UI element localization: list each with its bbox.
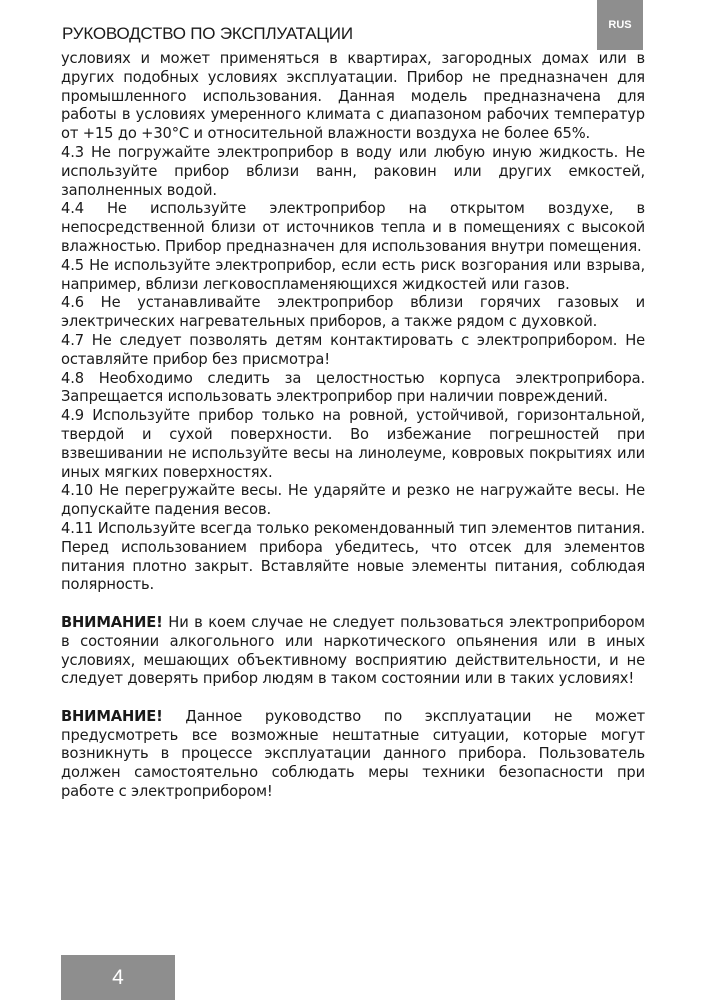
safety-item-4-7: 4.7 Не следует позволять детям контактировать с электроприбором. Не оставляйте прибор без присмотра! (61, 331, 645, 368)
language-badge: RUS (597, 0, 643, 50)
safety-item-4-10: 4.10 Не перегружайте весы. Не ударяйте и резко не нагружайте весы. Не допускайте падения весов. (61, 482, 645, 519)
page-header-title: РУКОВОДСТВО ПО ЭКСПЛУАТАЦИИ (62, 24, 353, 43)
intro-paragraph: условиях и может применяться в квартирах, загородных домах или в других подобных условиях эксплуатации. Прибор не предназначен для промышленного использования. Данная модель предназначена для работы в условиях умеренного климата с диапазоном рабочих температур от +15 до +30°С и относительной влажности воздуха не более 65%. (61, 50, 645, 143)
safety-item-4-11: 4.11 Используйте всегда только рекомендованный тип элементов питания. Перед использованием прибора убедитесь, что отсек для элементов питания плотно закрыт. Вставляйте новые элементы питания, соблюдая полярность. (61, 519, 645, 594)
page-number-box (61, 955, 175, 1000)
warning-label: ВНИМАНИЕ! (61, 707, 163, 725)
manual-content (61, 50, 645, 802)
safety-item-4-8: 4.8 Необходимо следить за целостностью корпуса электроприбора. Запрещается использовать электроприбор при наличии повреждений. (61, 369, 645, 406)
safety-item-4-5: 4.5 Не используйте электроприбор, если есть риск возгорания или взрыва, например, вблизи легковоспламеняющихся жидкостей или газов. (61, 256, 645, 293)
warning-paragraph-2 (61, 708, 645, 802)
safety-item-4-3: 4.3 Не погружайте электроприбор в воду или любую иную жидкость. Не используйте прибор вблизи ванн, раковин или других емкостей, заполненных водой. (61, 143, 645, 199)
warning-text: Ни в коем случае не следует пользоваться электроприбором в состоянии алкогольного или наркотического опьянения или в иных условиях, мешающих объективному восприятию действительности, и не следует доверять прибор людям в таком состоянии или в таких условиях! (61, 613, 645, 688)
safety-item-4-4: 4.4 Не используйте электроприбор на открытом воздухе, в непосредственной близи от источников тепла и в помещениях с высокой влажностью. Прибор предназначен для использования внутри помещения. (61, 200, 645, 255)
warning-paragraph-1 (61, 614, 645, 689)
safety-item-4-6: 4.6 Не устанавливайте электроприбор вблизи горячих газовых и электрических нагревательных приборов, а также рядом с духовкой. (61, 294, 645, 331)
warning-text: Данное руководство по эксплуатации не может предусмотреть все возможные нештатные ситуации, которые могут возникнуть в процессе эксплуатации данного прибора. Пользователь должен самостоятельно соблюдать меры техники безопасности при работе с электроприбором! (61, 707, 645, 801)
page-number: 4 (112, 965, 124, 989)
warning-label: ВНИМАНИЕ! (61, 613, 163, 631)
safety-item-4-9: 4.9 Используйте прибор только на ровной, устойчивой, горизонтальной, твердой и сухой поверхности. Во избежание погрешностей при взвешивании не используйте весы на линолеуме, ковровых покрытиях или иных мягких поверхностях. (61, 407, 645, 481)
